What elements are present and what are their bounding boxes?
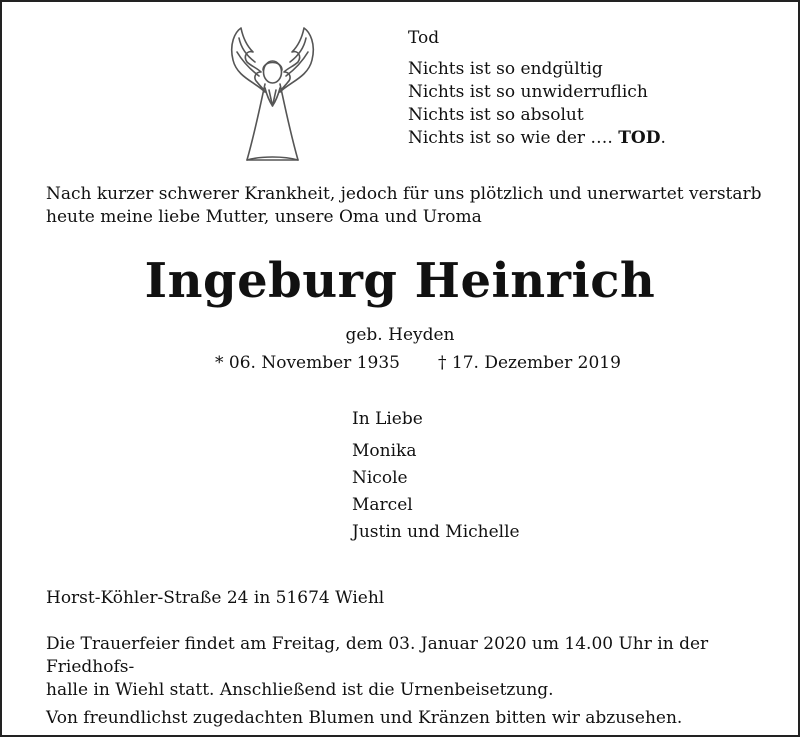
mourner-name: Monika <box>352 441 417 461</box>
poem-line: Nichts ist so endgültig <box>408 59 603 79</box>
birth-name: geb. Heyden <box>345 325 455 345</box>
intro-text <box>46 183 766 229</box>
flowers-note: Von freundlichst zugedachten Blumen und Kränzen bitten wir abzusehen. <box>46 708 683 728</box>
mourners-lead: In Liebe <box>352 409 423 429</box>
mourners <box>352 406 520 546</box>
angel-icon <box>225 22 320 167</box>
birth-date: * 06. November 1935 <box>215 353 400 373</box>
ceremony-line: halle in Wiehl statt. Anschließend ist die Urnenbeisetzung. <box>46 680 554 700</box>
poem-title: Tod <box>408 28 440 48</box>
poem-last-line <box>408 127 666 150</box>
notes <box>46 633 766 735</box>
poem-bold-word: TOD <box>618 128 661 148</box>
address: Horst-Köhler-Straße 24 in 51674 Wiehl <box>46 588 385 608</box>
deceased-name: Ingeburg Heinrich <box>144 253 656 309</box>
intro-line: heute meine liebe Mutter, unsere Oma und Uroma <box>46 207 482 227</box>
poem-last-line-prefix: Nichts ist so wie der …. <box>408 128 619 148</box>
intro-line: Nach kurzer schwerer Krankheit, jedoch für uns plötzlich und unerwartet verstarb <box>46 184 762 204</box>
ceremony-note <box>46 633 766 702</box>
mourner-name: Marcel <box>352 495 413 515</box>
poem <box>408 27 666 150</box>
mourner-name: Justin und Michelle <box>352 522 520 542</box>
death-date: † 17. Dezember 2019 <box>437 353 621 373</box>
ceremony-line: Die Trauerfeier findet am Freitag, dem 03. Januar 2020 um 14.00 Uhr in der Friedhofs- <box>46 634 709 677</box>
poem-line: Nichts ist so unwiderruflich <box>408 82 648 102</box>
mourner-name: Nicole <box>352 468 408 488</box>
poem-line: Nichts ist so absolut <box>408 105 584 125</box>
poem-last-line-suffix: . <box>660 128 666 148</box>
life-dates <box>215 353 621 373</box>
